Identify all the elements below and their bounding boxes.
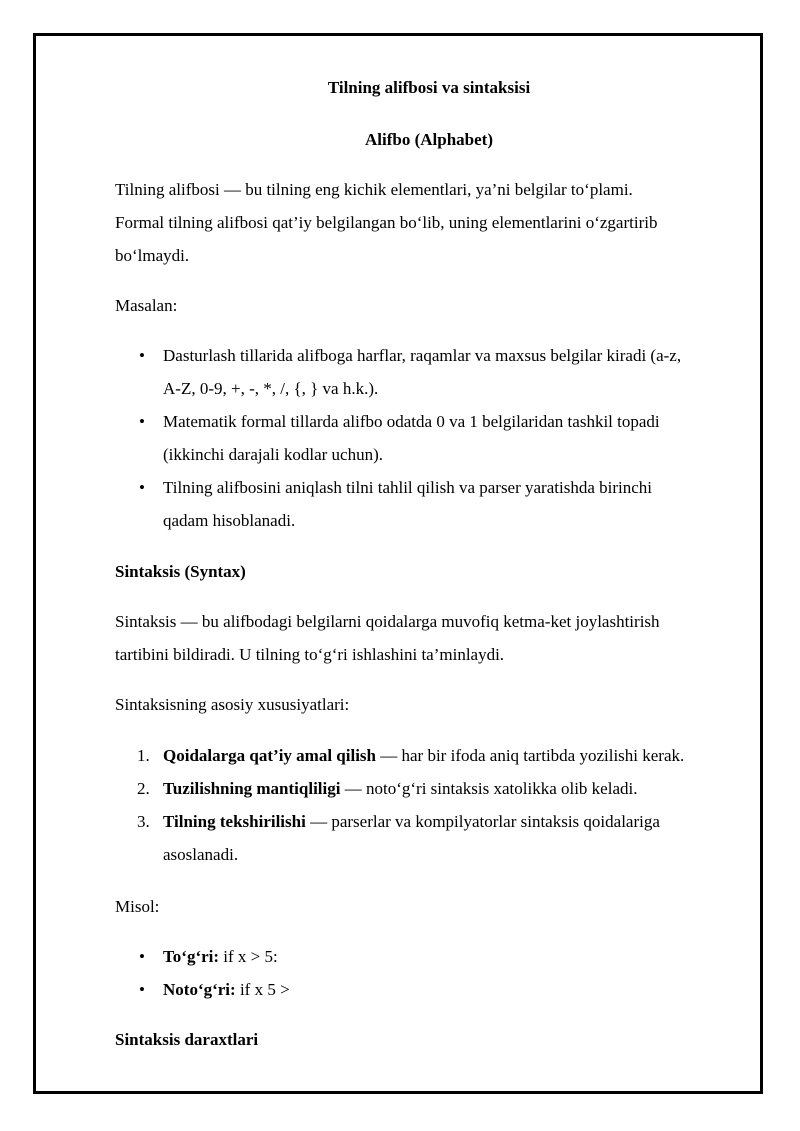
numbered-item-continuation: asoslanadi.	[163, 845, 239, 864]
list-item-line: Matematik formal tillarda alifbo odatda 0 va 1 belgilaridan tashkil topadi	[163, 412, 660, 431]
bullet-marker: •	[139, 947, 145, 966]
paragraph-line: bo‘lmaydi.	[115, 246, 190, 265]
paragraph-line: Formal tilning alifbosi qat’iy belgilangan bo‘lib, uning elementlarini o‘zgartirib	[115, 213, 658, 232]
bullet-marker: •	[139, 980, 145, 999]
numbered-item	[163, 779, 637, 799]
numbered-item-text: — har bir ifoda aniq tartibda yozilishi kerak.	[376, 746, 685, 765]
paragraph-line: Tilning alifbosi — bu tilning eng kichik elementlari, ya’ni belgilar to‘plami.	[115, 180, 633, 199]
example-item-term: Noto‘g‘ri:	[163, 980, 236, 999]
list-item-line: A-Z, 0-9, +, -, *, /, {, } va h.k.).	[163, 379, 379, 398]
bullet-marker: •	[139, 478, 145, 497]
example-item	[163, 947, 278, 967]
numbered-item-text: — parserlar va kompilyatorlar sintaksis qoidalariga	[305, 812, 660, 831]
example-item-code: if x > 5:	[219, 947, 278, 966]
numbered-item-term: Tuzilishning mantiqliligi	[163, 779, 341, 798]
numbered-item-text: — noto‘g‘ri sintaksis xatolikka olib keladi.	[340, 779, 638, 798]
list-item-line: Dasturlash tillarida alifboga harflar, raqamlar va maxsus belgilar kiradi (a-z,	[163, 346, 682, 365]
list-number: 2.	[137, 779, 150, 798]
numbered-item	[163, 812, 660, 832]
document-title: Tilning alifbosi va sintaksisi	[327, 78, 531, 97]
section-heading-alphabet: Alifbo (Alphabet)	[365, 130, 493, 149]
features-label: Sintaksisning asosiy xususiyatlari:	[115, 695, 350, 714]
list-number: 1.	[137, 746, 150, 765]
section-heading-syntax-trees: Sintaksis daraxtlari	[115, 1030, 259, 1049]
numbered-item	[163, 746, 684, 766]
example-label: Misol:	[115, 897, 160, 916]
example-item-term: To‘g‘ri:	[163, 947, 220, 966]
example-item	[163, 980, 290, 1000]
list-item-line: Tilning alifbosini aniqlash tilni tahlil qilish va parser yaratishda birinchi	[163, 478, 652, 497]
bullet-marker: •	[139, 412, 145, 431]
section-heading-syntax: Sintaksis (Syntax)	[115, 562, 246, 581]
bullet-marker: •	[139, 346, 145, 365]
example-item-code: if x 5 >	[235, 980, 290, 999]
paragraph-line: Sintaksis — bu alifbodagi belgilarni qoidalarga muvofiq ketma-ket joylashtirish	[115, 612, 660, 631]
list-number: 3.	[137, 812, 150, 831]
paragraph-line: tartibini bildiradi. U tilning to‘g‘ri ishlashini ta’minlaydi.	[115, 645, 505, 664]
example-label: Masalan:	[115, 296, 178, 315]
list-item-line: qadam hisoblanadi.	[163, 511, 296, 530]
list-item-line: (ikkinchi darajali kodlar uchun).	[163, 445, 383, 464]
numbered-item-term: Qoidalarga qat’iy amal qilish	[163, 746, 376, 765]
numbered-item-term: Tilning tekshirilishi	[163, 812, 306, 831]
